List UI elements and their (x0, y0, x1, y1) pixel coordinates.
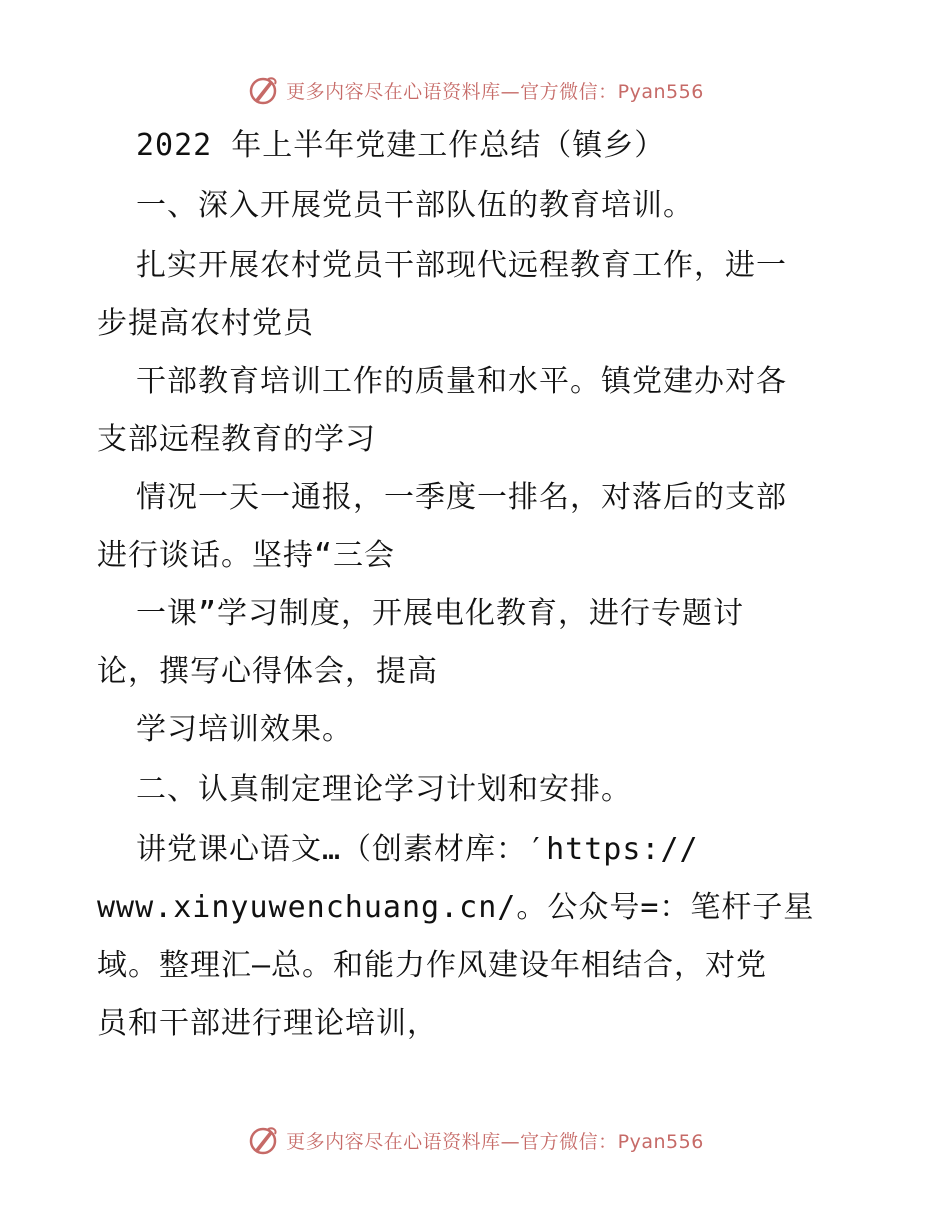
paragraph-line: 扎实开展农村党员干部现代远程教育工作，进一 (136, 248, 787, 283)
watermark-group (246, 1123, 704, 1157)
watermark-text: 更多内容尽在心语资料库—官方微信：Pyan556 (286, 1130, 704, 1153)
paragraph-line: 讲党课心语文…（创素材库：′https:// (136, 832, 699, 867)
paragraph-line: 情况一天一通报，一季度一排名，对落后的支部 (136, 480, 787, 515)
paragraph-line: 支部远程教育的学习 (97, 422, 376, 457)
paragraph-line: www.xinyuwenchuang.cn/。公众号=：笔杆子星 (97, 890, 815, 925)
paragraph-line: 干部教育培训工作的质量和水平。镇党建办对各 (136, 364, 787, 399)
paragraph-line: 员和干部进行理论培训， (97, 1006, 438, 1041)
paragraph-line: 学习培训效果。 (136, 712, 353, 747)
paragraph-line: 步提高农村党员 (97, 306, 314, 341)
quill-logo-icon (246, 1123, 280, 1157)
paragraph-line: 一课”学习制度，开展电化教育，进行专题讨 (136, 596, 745, 631)
section-heading-2: 二、认真制定理论学习计划和安排。 (136, 772, 632, 807)
watermark-text: 更多内容尽在心语资料库—官方微信：Pyan556 (286, 80, 704, 103)
paragraph-line: 论，撰写心得体会，提高 (97, 654, 438, 689)
paragraph-line: 进行谈话。坚持“三会 (97, 538, 396, 573)
section-heading-1: 一、深入开展党员干部队伍的教育培训。 (136, 188, 694, 223)
paragraph-line: 域。整理汇—总。和能力作风建设年相结合，对党 (97, 948, 768, 983)
document-title: 2022 年上半年党建工作总结（镇乡） (136, 128, 666, 163)
footer-watermark (0, 1120, 950, 1160)
